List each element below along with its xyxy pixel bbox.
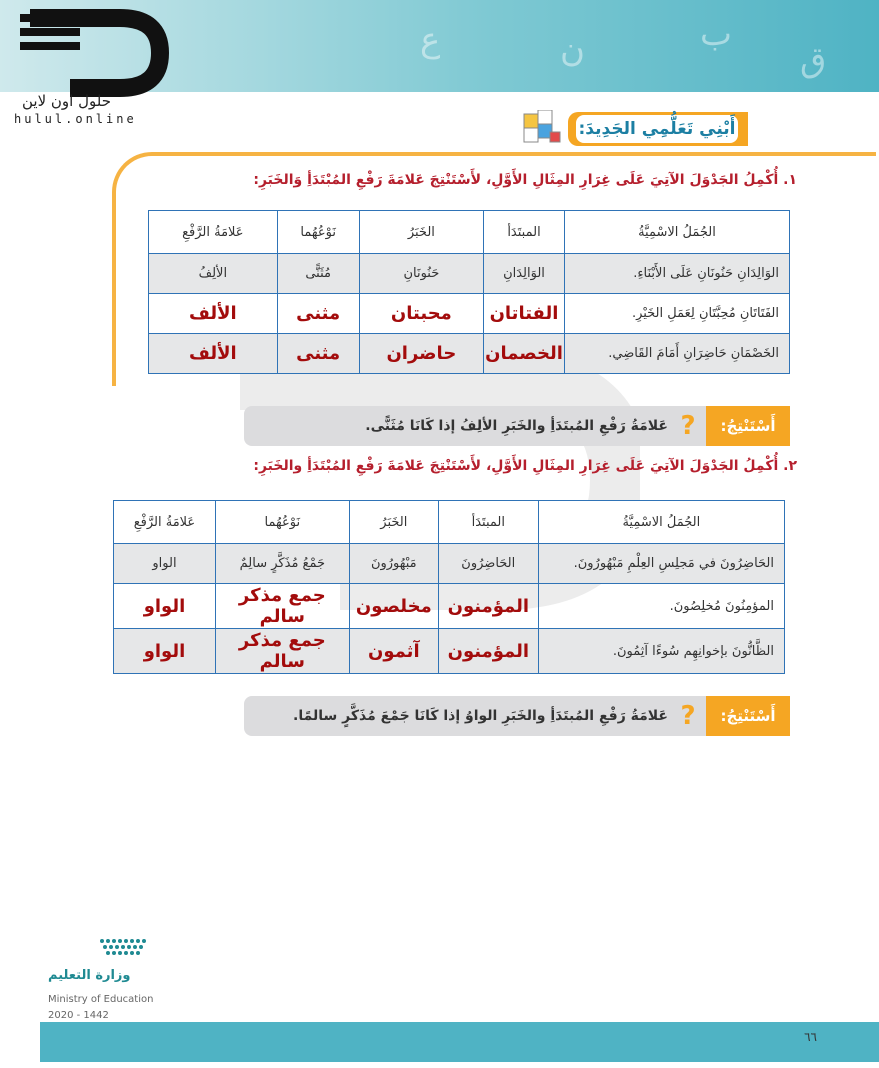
decor-glyph: ن (560, 30, 585, 70)
ministry-logo-icon (96, 935, 156, 965)
cell-subject: الحَاضِرُونَ (438, 544, 538, 584)
cell-sentence: الفَتَاتَانِ مُحِبَّتَانِ لِعَمَلِ الخَيْرِ. (564, 294, 789, 334)
header-subject: المبتَدَأ (484, 211, 565, 254)
cell-type: جَمْعُ مُذَكَّرٍ سالِمٌ (215, 544, 349, 584)
cube-icon (520, 110, 564, 150)
section-title: أَبْنِي تَعَلُّمِي الجَدِيدَ: (576, 115, 738, 143)
table-row (114, 584, 785, 629)
page-number: ٦٦ (804, 1030, 817, 1044)
cell-predicate: حَنُونَانِ (359, 254, 483, 294)
answer-predicate[interactable]: حاضران (359, 334, 483, 374)
cell-sentence: الظَّانُّونَ بإخوانِهِم سُوءًا آثِمُونَ. (538, 629, 784, 674)
cell-mark: الألِفُ (149, 254, 278, 294)
decor-glyph: ب (700, 14, 733, 54)
conclusion-box-2 (244, 696, 790, 736)
cell-sentence: المؤمِنُونَ مُخلِصُونَ. (538, 584, 784, 629)
answer-type[interactable]: جمع مذكر سالم (215, 629, 349, 674)
header-predicate: الخَبَرُ (359, 211, 483, 254)
ministry-year: 2020 - 1442 (48, 1010, 109, 1021)
table-1 (148, 210, 790, 374)
footer-band (40, 1022, 879, 1062)
section-header (568, 112, 748, 146)
table-row (149, 334, 790, 374)
ministry-name-ar: وزارة التعليم (48, 968, 131, 983)
cell-sentence: الحَاضِرُونَ في مَجلِسِ العِلْمِ مَبْهُورُونَ. (538, 544, 784, 584)
answer-mark[interactable]: الواو (114, 584, 216, 629)
answer-type[interactable]: مثنى (277, 334, 359, 374)
conclusion-label: أَسْتَنْتِجُ: (706, 696, 790, 736)
header-sentences: الجُمَلُ الاسْمِيَّةُ (564, 211, 789, 254)
logo-latin-text: hulul.online (14, 112, 137, 126)
question-mark-icon: ? (680, 701, 696, 731)
answer-subject[interactable]: الفتاتان (484, 294, 565, 334)
ministry-name-en: Ministry of Education (48, 994, 154, 1005)
logo-arabic-text: حلول اون لاين (22, 92, 111, 110)
table-row (149, 294, 790, 334)
table-row (149, 254, 790, 294)
answer-mark[interactable]: الألف (149, 294, 278, 334)
answer-mark[interactable]: الألف (149, 334, 278, 374)
answer-subject[interactable]: الخصمان (484, 334, 565, 374)
answer-subject[interactable]: المؤمنون (438, 584, 538, 629)
decor-glyph: ق (800, 40, 827, 80)
answer-predicate[interactable]: مخلصون (349, 584, 438, 629)
cell-sentence: الخَصْمَانِ حَاضِرَانِ أَمَامَ القَاضِي. (564, 334, 789, 374)
cell-mark: الواو (114, 544, 216, 584)
question-2-title: ٢. أُكْمِلُ الجَدْوَلَ الآتِيَ عَلَى غِرَارِ المِثَالِ الأَوَّلِ، لأَسْتَنْتِجَ عَلامَةَ رَفْعِ المُبْتَدَأِ والخَبَرِ: (253, 458, 797, 474)
cell-sentence: الوَالِدَانِ حَنُونَانِ عَلَى الأَبْنَاءِ. (564, 254, 789, 294)
header-subject: المبتَدَأ (438, 501, 538, 544)
header-mark: عَلامَةُ الرَّفْعِ (149, 211, 278, 254)
question-1-title: ١. أُكْمِلُ الجَدْوَلَ الآتِيَ عَلَى غِرَارِ المِثَالِ الأَوَّلِ، لأَسْتَنْتِجَ عَلامَةَ رَفْعِ المُبْتَدَأِ وَالخَبَرِ: (253, 172, 797, 188)
conclusion-text: عَلامَةُ رَفْعِ المُبتَدَأِ والخَبَرِ الواوُ إذا كَانَا جَمْعَ مُذَكَّرٍ سالمًا. (293, 708, 668, 724)
header-mark: عَلامَةُ الرَّفْعِ (114, 501, 216, 544)
table-header-row (149, 211, 790, 254)
table-header-row (114, 501, 785, 544)
conclusion-text: عَلامَةُ رَفْعِ المُبتَدَأِ والخَبَرِ الألِفُ إذا كَانَا مُثَنًّى. (365, 418, 668, 434)
answer-subject[interactable]: المؤمنون (438, 629, 538, 674)
answer-predicate[interactable]: محبتان (359, 294, 483, 334)
header-sentences: الجُمَلُ الاسْمِيَّةُ (538, 501, 784, 544)
table-row (114, 544, 785, 584)
answer-type[interactable]: جمع مذكر سالم (215, 584, 349, 629)
conclusion-label: أَسْتَنْتِجُ: (706, 406, 790, 446)
cell-type: مُثَنًّى (277, 254, 359, 294)
question-mark-icon: ? (680, 411, 696, 441)
table-2 (113, 500, 785, 674)
answer-mark[interactable]: الواو (114, 629, 216, 674)
header-predicate: الخَبَرُ (349, 501, 438, 544)
answer-predicate[interactable]: آثمون (349, 629, 438, 674)
cell-subject: الوَالِدَانِ (484, 254, 565, 294)
decor-glyph: ع (420, 20, 441, 60)
header-type: نَوْعُهُما (277, 211, 359, 254)
conclusion-box-1 (244, 406, 790, 446)
cell-predicate: مَبْهُورُونَ (349, 544, 438, 584)
header-type: نَوْعُهُما (215, 501, 349, 544)
answer-type[interactable]: مثنى (277, 294, 359, 334)
table-row (114, 629, 785, 674)
